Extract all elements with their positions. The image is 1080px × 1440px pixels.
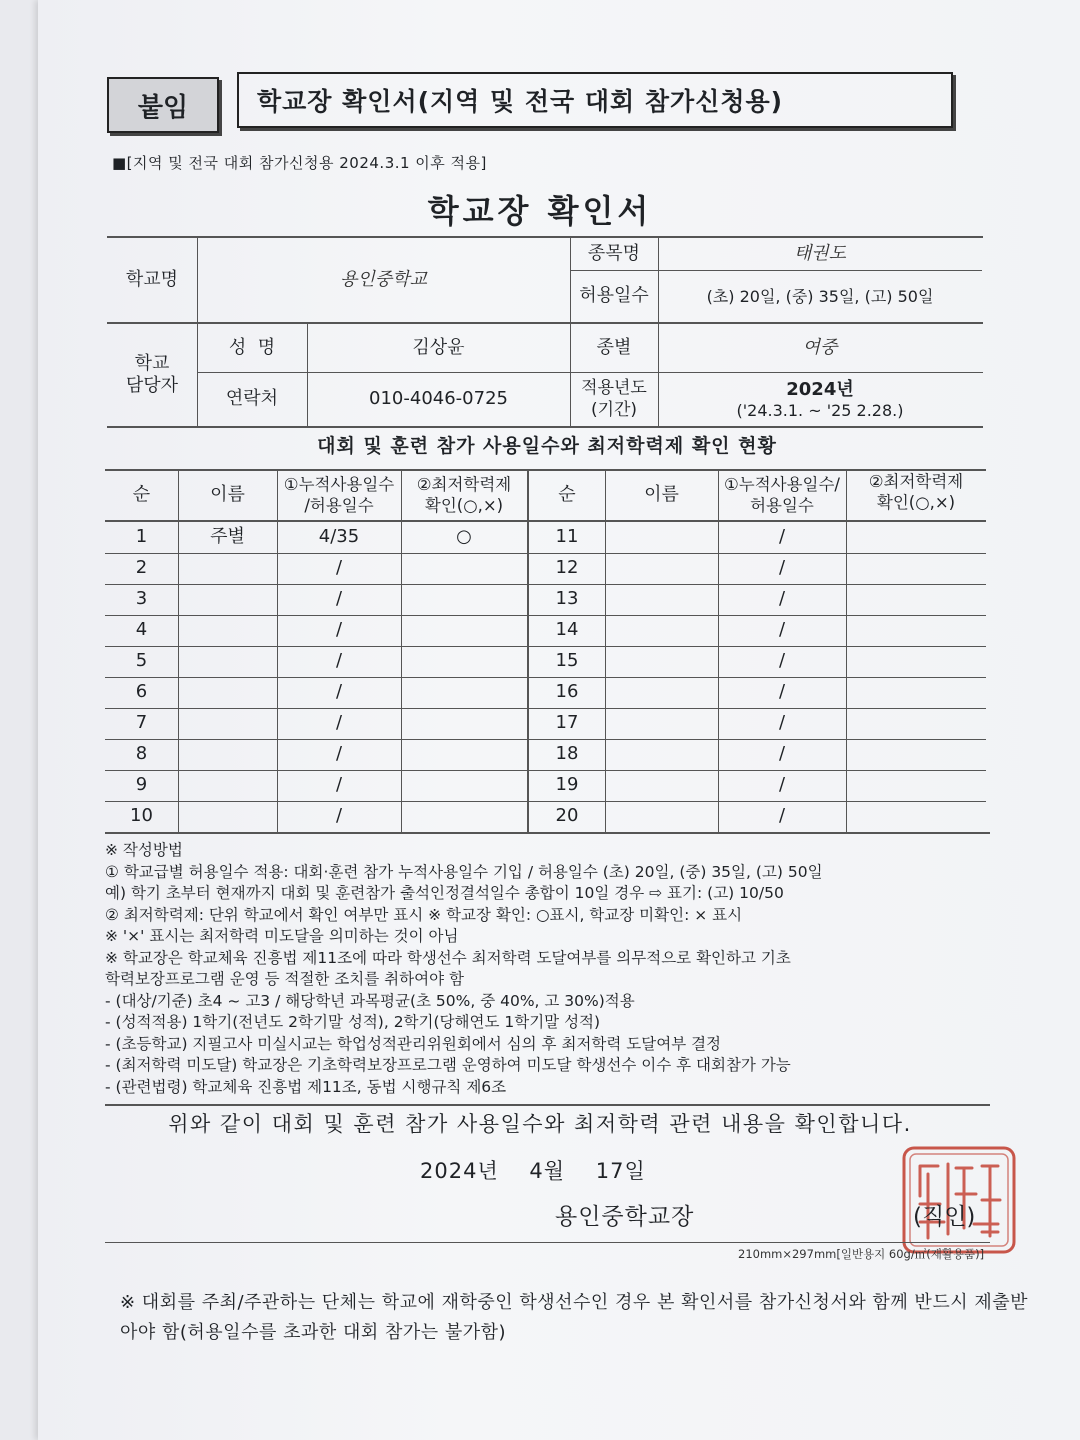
row-check-cell [401,677,527,708]
event-value: 태권도 [793,242,847,264]
row-days-cell: / [778,743,786,765]
row-name-cell [178,553,277,584]
category-label: 종별 [596,336,632,358]
divider [105,1242,990,1243]
row-name-cell [178,801,277,832]
row-check-cell [401,708,527,739]
row-name-cell [605,708,718,739]
row-no-cell: 12 [555,557,579,579]
applicability-note: ■[지역 및 전국 대회 참가신청용 2024.3.1 이후 적용] [112,154,487,172]
note-line: - (관련법령) 학교체육 진흥법 제11조, 동법 시행규칙 제6조 [105,1077,507,1096]
event-label: 종목명 [587,242,641,264]
row-no-cell: 3 [135,588,148,610]
row-check-cell [846,553,986,584]
row-days-cell: / [778,526,786,548]
row-name-cell [605,646,718,677]
row-check-cell [401,770,527,801]
row-name-cell [178,708,277,739]
principal-name: 용인중학교장 [555,1204,695,1230]
row-check-cell [846,646,986,677]
row-check-cell [401,739,527,770]
note-line: ① 학교급별 허용일수 적용: 대회·훈련 참가 누적사용일수 기입 / 허용일수 (초) 20일, (중) 35일, (고) 50일 [105,862,823,881]
row-days-cell: / [778,588,786,610]
row-no-cell: 18 [555,743,579,765]
note-line: ※ 작성방법 [105,841,183,859]
row-no-cell: 19 [555,774,579,796]
row-check-cell [401,801,527,832]
row-days-cell: / [778,681,786,703]
row-no-cell: 5 [135,650,148,672]
row-no-cell: 1 [135,526,148,548]
confirmation-date: 2024년 4월 17일 [420,1159,646,1183]
row-check-cell [846,739,986,770]
contact-label: 연락처 [225,388,279,410]
row-days-cell: / [335,774,343,796]
row-days-cell: / [335,805,343,827]
row-name-cell [178,584,277,615]
header-no-right: 순 [558,484,576,506]
row-no-cell: 4 [135,619,148,641]
row-name-cell [605,739,718,770]
year-period-value: ('24.3.1. ~ '25 2.28.) [736,401,904,420]
year-value: 2024년 [786,378,854,400]
note-line: ※ 학교장은 학교체육 진흥법 제11조에 따라 학생선수 최저학력 도달여부를 의무적으로 확인하고 기초 [105,948,791,967]
school-name-label: 학교명 [125,268,179,290]
row-check-cell [846,708,986,739]
header-days-right: ①누적사용일수/ 허용일수 [724,474,840,515]
row-name-cell [178,646,277,677]
row-check-cell [846,801,986,832]
row-check-cell: ○ [456,526,472,548]
note-line: 예) 학기 초부터 현재까지 대회 및 훈련참가 출석인정결석일수 총합이 10일 경우 ⇨ 표기: (고) 10/50 [105,884,784,902]
seal-label: (직인) [913,1204,976,1230]
footer-note: ※ 대회를 주최/주관하는 단체는 학교에 재학중인 학생선수인 경우 본 확인서를 참가신청서와 함께 반드시 제출받아야 함(허용일수를 초과한 대회 참가는 불가함) [120,1292,1028,1343]
row-name-cell [605,677,718,708]
row-no-cell: 7 [135,712,148,734]
row-no-cell: 6 [135,681,148,703]
row-check-cell [846,584,986,615]
row-name-cell [178,739,277,770]
manager-label: 학교 담당자 [125,352,179,396]
row-days-cell: 4/35 [318,526,360,548]
row-check-cell [401,553,527,584]
row-check-cell [846,522,986,553]
note-line: - (대상/기준) 초4 ~ 고3 / 해당학년 과목평균(초 50%, 중 40%, 고 30%)적용 [105,991,635,1010]
school-name-value: 용인중학교 [340,268,427,290]
row-check-cell [401,646,527,677]
header-check-right: ②최저학력제 확인(○,×) [868,472,964,512]
header-no: 순 [132,484,151,506]
row-days-cell: / [335,557,343,579]
page-title: 학교장 확인서 [427,192,653,230]
row-name-cell [605,615,718,646]
confirmation-statement: 위와 같이 대회 및 훈련 참가 사용일수와 최저학력 관련 내용을 확인합니다. [168,1112,912,1136]
allowed-days-label: 허용일수 [579,285,649,307]
row-check-cell [401,615,527,646]
note-line: ② 최저학력제: 단위 학교에서 확인 여부만 표시 ※ 학교장 확인: ○표시, 학교장 미확인: × 표시 [105,905,743,924]
divider [105,832,990,834]
records-section-title: 대회 및 훈련 참가 사용일수와 최저학력제 확인 현황 [317,435,777,457]
row-days-cell: / [335,650,343,672]
header-name-right: 이름 [644,484,679,506]
row-name-cell: 주별 [210,526,245,548]
row-name-cell [605,522,718,553]
paper-size-note: 210mm×297mm[일반용지 60g/㎡(재활용품)] [738,1247,985,1261]
row-check-cell [846,677,986,708]
instructions [105,840,1005,1098]
note-line: ※ '×' 표시는 최저학력 미도달을 의미하는 것이 아님 [105,927,459,945]
contact-value: 010-4046-0725 [369,388,508,410]
row-days-cell: / [335,588,343,610]
row-no-cell: 9 [135,774,148,796]
name-label: 성 명 [228,336,276,358]
manager-name-value: 김상윤 [412,336,465,358]
row-check-cell [401,584,527,615]
attachment-tag: 붙임 [107,77,219,133]
divider [105,1104,990,1106]
divider [107,426,983,428]
note-line: - (최저학력 미도달) 학교장은 기초학력보장프로그램 운영하여 미도달 학생선수 이수 후 대회참가 가능 [105,1056,791,1074]
header-name: 이름 [210,484,245,506]
row-days-cell: / [335,619,343,641]
row-name-cell [605,801,718,832]
row-name-cell [605,553,718,584]
row-check-cell [846,615,986,646]
row-days-cell: / [778,619,786,641]
note-line: - (성적적용) 1학기(전년도 2학기말 성적), 2학기(당해연도 1학기말 성적) [105,1013,601,1031]
row-days-cell: / [778,805,786,827]
row-days-cell: / [778,557,786,579]
row-name-cell [178,677,277,708]
row-no-cell: 8 [135,743,148,765]
row-name-cell [178,770,277,801]
note-line: - (초등학교) 지필고사 미실시교는 학업성적관리위원회에서 심의 후 최저학력 도달여부 결정 [105,1034,722,1053]
header-days: ①누적사용일수 /허용일수 [283,474,395,515]
row-no-cell: 16 [555,681,579,703]
row-no-cell: 11 [555,526,579,548]
row-days-cell: / [778,774,786,796]
row-days-cell: / [778,712,786,734]
row-check-cell [846,770,986,801]
row-no-cell: 2 [135,557,148,579]
category-value: 여중 [802,336,838,358]
row-days-cell: / [335,681,343,703]
header-check: ②최저학력제 확인(○,×) [416,474,512,515]
document-header-title: 학교장 확인서(지역 및 전국 대회 참가신청용) [237,72,953,128]
year-label: 적용년도 (기간) [581,378,647,420]
row-no-cell: 17 [555,712,579,734]
row-days-cell: / [778,650,786,672]
row-name-cell [605,584,718,615]
row-name-cell [178,615,277,646]
row-days-cell: / [335,743,343,765]
row-no-cell: 10 [130,805,153,827]
allowed-days-value: (초) 20일, (중) 35일, (고) 50일 [706,286,934,306]
row-no-cell: 14 [555,619,579,641]
row-no-cell: 15 [555,650,579,672]
row-no-cell: 13 [555,588,579,610]
row-days-cell: / [335,712,343,734]
row-no-cell: 20 [555,805,579,827]
note-line: 학력보장프로그램 운영 등 적절한 조치를 취하여야 함 [105,970,464,988]
row-name-cell [605,770,718,801]
